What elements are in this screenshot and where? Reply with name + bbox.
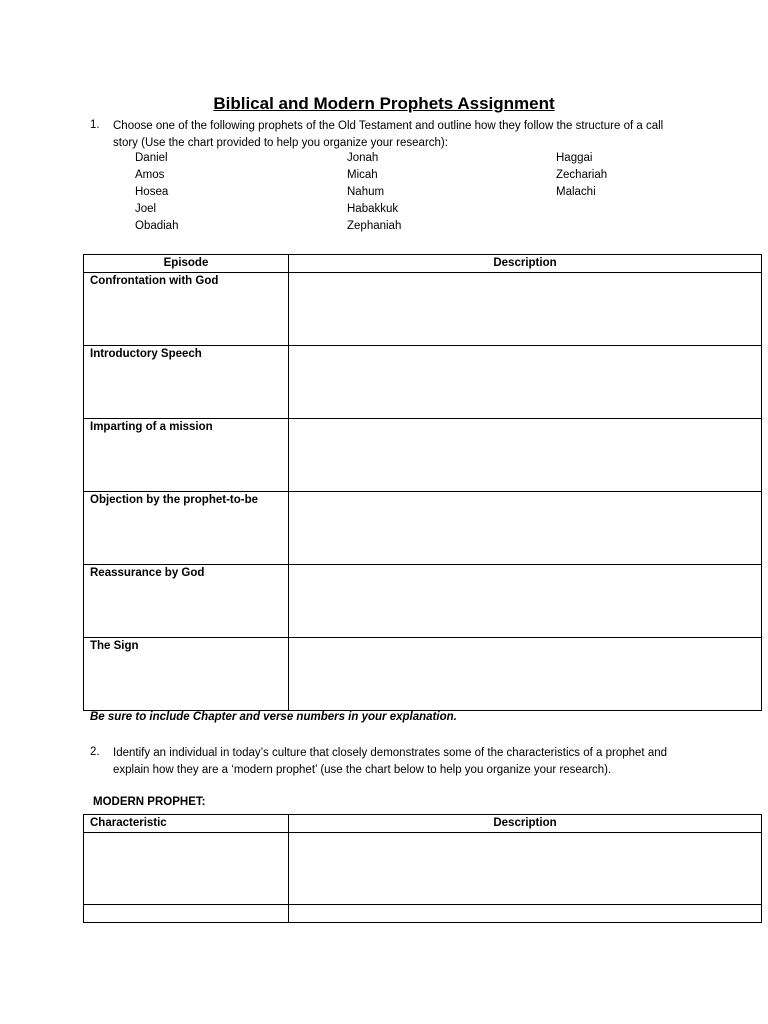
prophet-name: Zephaniah xyxy=(347,220,402,232)
prophet-name: Jonah xyxy=(347,152,379,164)
question-1-line-2: story (Use the chart provided to help you organize your research): xyxy=(113,137,448,149)
characteristic-cell[interactable] xyxy=(84,905,289,923)
prophet-name: Daniel xyxy=(135,152,168,164)
prophet-name: Nahum xyxy=(347,186,385,198)
prophet-name: Habakkuk xyxy=(347,203,399,215)
episode-cell: Introductory Speech xyxy=(84,346,289,419)
characteristic-header: Characteristic xyxy=(84,815,289,833)
prophet-name: Haggai xyxy=(556,152,593,164)
prophet-name: Zechariah xyxy=(556,169,608,181)
episode-cell: The Sign xyxy=(84,638,289,711)
description-cell[interactable] xyxy=(289,905,762,923)
modern-prophet-label: MODERN PROPHET: xyxy=(93,796,206,808)
table-row xyxy=(84,638,762,711)
prophet-name: Obadiah xyxy=(135,220,179,232)
description-cell[interactable] xyxy=(289,346,762,419)
description-header: Description xyxy=(289,815,762,833)
episode-cell: Imparting of a mission xyxy=(84,419,289,492)
prophet-name: Amos xyxy=(135,169,165,181)
table-row xyxy=(84,905,762,923)
description-cell[interactable] xyxy=(289,565,762,638)
instruction-note: Be sure to include Chapter and verse numbers in your explanation. xyxy=(90,711,457,723)
description-cell[interactable] xyxy=(289,492,762,565)
characteristic-cell[interactable] xyxy=(84,833,289,905)
prophet-name: Micah xyxy=(347,169,378,181)
table-row xyxy=(84,565,762,638)
description-header: Description xyxy=(289,255,762,273)
question-2-line-1: Identify an individual in today’s culture that closely demonstrates some of the characteristics of a prophet and xyxy=(113,747,668,759)
table-row xyxy=(84,419,762,492)
chart-header-row xyxy=(84,255,762,273)
episode-cell: Reassurance by God xyxy=(84,565,289,638)
table-row xyxy=(84,833,762,905)
episode-cell: Confrontation with God xyxy=(84,273,289,346)
page-title: Biblical and Modern Prophets Assignment xyxy=(213,94,555,113)
description-cell[interactable] xyxy=(289,419,762,492)
description-cell[interactable] xyxy=(289,273,762,346)
description-cell[interactable] xyxy=(289,833,762,905)
table-row xyxy=(84,492,762,565)
call-story-chart xyxy=(83,254,762,711)
question-1-line-1: Choose one of the following prophets of the Old Testament and outline how they follow the structure of a call xyxy=(113,120,664,132)
modern-prophet-chart xyxy=(83,814,762,923)
table-row xyxy=(84,273,762,346)
episode-cell: Objection by the prophet-to-be xyxy=(84,492,289,565)
prophet-name: Joel xyxy=(135,203,157,215)
episode-header: Episode xyxy=(84,255,289,273)
table-row xyxy=(84,346,762,419)
question-2-line-2: explain how they are a ‘modern prophet’ (use the chart below to help you organize your research). xyxy=(113,764,612,776)
question-1-number: 1. xyxy=(90,119,100,131)
chart-header-row xyxy=(84,815,762,833)
prophet-name: Malachi xyxy=(556,186,596,198)
description-cell[interactable] xyxy=(289,638,762,711)
question-2-number: 2. xyxy=(90,746,100,758)
prophet-name: Hosea xyxy=(135,186,169,198)
